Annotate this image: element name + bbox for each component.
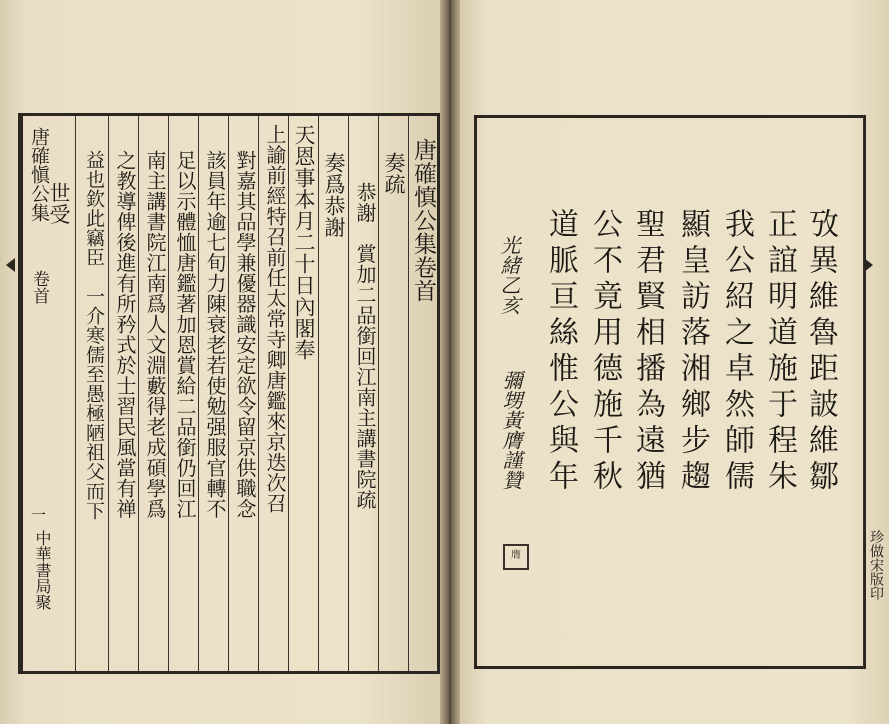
- text-line-1: 恭謝 賞加二品銜回江南主講書院疏: [353, 182, 377, 510]
- eulogy-line-1: 攷異維魯距詖維鄒: [803, 208, 838, 496]
- text-line-4: 上諭前經特召前任太常寺卿唐鑑來京迭次召: [263, 124, 287, 514]
- date-line: 光緒乙亥: [497, 235, 521, 315]
- text-line-10: 益也欽此竊臣 一介寒儒至愚極陋祖父而下: [83, 150, 105, 521]
- eulogy-line-6: 公不竟用德施千秋: [587, 208, 622, 496]
- book-gutter: [440, 0, 460, 724]
- author-signature: 彌甥黃膺謹贊: [499, 370, 523, 490]
- eulogy-line-2: 正誼明道施于程朱: [762, 208, 797, 496]
- left-text-frame: [18, 113, 440, 674]
- text-line-2: 奏爲恭謝: [322, 152, 346, 238]
- author-seal: 膺: [503, 544, 529, 570]
- text-line-5: 對嘉其品學兼優器識安定欲令留京供職念: [233, 150, 257, 519]
- collection-title: 唐確慎公集卷首: [410, 138, 436, 303]
- eulogy-line-5: 聖君賢相播為遠猶: [630, 208, 665, 496]
- left-fold-mark: [6, 258, 15, 272]
- text-line-3: 天恩事本月二十日內閣奉: [292, 124, 316, 361]
- text-line-6: 該員年逾七旬力陳衰老若使勉强服官轉不: [203, 150, 227, 519]
- eulogy-line-3: 我公紹之卓然師儒: [719, 208, 754, 496]
- section-heading: 奏疏: [382, 152, 406, 195]
- eulogy-line-7: 道脈亘絲惟公與年: [543, 208, 578, 496]
- text-line-8: 南主講書院江南爲人文淵藪得老成碩學爲: [143, 150, 167, 519]
- text-line-7: 足以示體恤唐鑑著加恩賞給二品銜仍回江: [173, 150, 197, 519]
- eulogy-line-4: 顯皇訪落湘鄉步趨: [675, 208, 710, 496]
- text-line-11: 世受: [47, 182, 71, 225]
- margin-page-number: 一: [29, 507, 47, 522]
- margin-publisher: 中華書局聚: [33, 530, 52, 610]
- right-fold-mark: [864, 258, 873, 272]
- margin-book-title: 唐確愼公集: [28, 127, 50, 222]
- text-line-9: 之教導俾後進有所矜式於士習民風當有禅: [113, 150, 137, 519]
- margin-volume: 卷首: [29, 270, 49, 304]
- side-tab-label: 珍做宋版印: [868, 530, 884, 600]
